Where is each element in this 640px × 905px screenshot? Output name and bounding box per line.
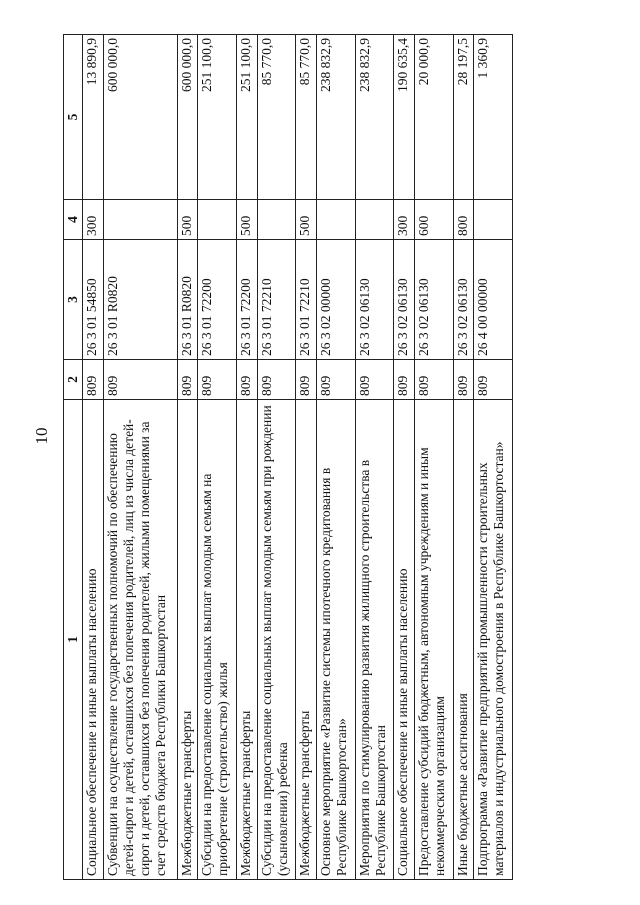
row-ministry-code: 809 [317, 360, 355, 400]
row-name: Межбюджетные трансферты [296, 400, 317, 880]
row-target-code: 26 3 01 72200 [236, 240, 257, 360]
row-name: Предоставление субсидий бюджетным, автономным учреждениям и иным некоммерческим организациям [415, 400, 453, 880]
row-amount: 251 100,0 [236, 35, 257, 200]
row-amount: 13 890,9 [83, 35, 104, 200]
row-ministry-code: 809 [296, 360, 317, 400]
row-amount: 85 770,0 [257, 35, 295, 200]
row-target-code: 26 3 01 72210 [257, 240, 295, 360]
row-target-code: 26 3 01 R0820 [177, 240, 198, 360]
row-ministry-code: 809 [236, 360, 257, 400]
row-target-code: 26 4 00 00000 [474, 240, 513, 360]
row-name: Иные бюджетные ассигнования [453, 400, 474, 880]
row-amount: 238 832,9 [317, 35, 355, 200]
row-expense-kind: 800 [453, 200, 474, 240]
row-amount: 1 360,9 [474, 35, 513, 200]
row-name: Субсидии на предоставление социальных выплат молодым семьям при рождении (усыновлении) ребенка [257, 400, 295, 880]
column-header-2: 2 [64, 360, 83, 400]
column-header-3: 3 [64, 240, 83, 360]
row-name: Межбюджетные трансферты [177, 400, 198, 880]
row-target-code: 26 3 01 72210 [296, 240, 317, 360]
table-row [257, 35, 295, 880]
row-ministry-code: 809 [394, 360, 415, 400]
row-amount: 251 100,0 [198, 35, 236, 200]
table-row [317, 35, 355, 880]
row-expense-kind: 500 [177, 200, 198, 240]
row-expense-kind: 600 [415, 200, 453, 240]
row-ministry-code: 809 [103, 360, 177, 400]
budget-table [63, 34, 513, 880]
table-row [83, 35, 104, 880]
row-expense-kind: 300 [83, 200, 104, 240]
row-name: Социальное обеспечение и иные выплаты населению [83, 400, 104, 880]
row-expense-kind [257, 200, 295, 240]
row-expense-kind: 500 [296, 200, 317, 240]
table-row [453, 35, 474, 880]
table-row [103, 35, 177, 880]
row-target-code: 26 3 02 00000 [317, 240, 355, 360]
row-ministry-code: 809 [198, 360, 236, 400]
row-name: Мероприятия по стимулированию развития жилищного строительства в Республике Башкортостан [355, 400, 393, 880]
row-target-code: 26 3 01 72200 [198, 240, 236, 360]
table-row [236, 35, 257, 880]
row-ministry-code: 809 [83, 360, 104, 400]
row-expense-kind: 500 [236, 200, 257, 240]
row-name: Подпрограмма «Развитие предприятий промышленности строительных материалов и индустриального домостроения в Республике Башкортостан» [474, 400, 513, 880]
table-header-row [64, 35, 83, 880]
row-expense-kind: 300 [394, 200, 415, 240]
table-row [355, 35, 393, 880]
row-expense-kind [355, 200, 393, 240]
row-name: Субсидии на предоставление социальных выплат молодым семьям на приобретение (строительство) жилья [198, 400, 236, 880]
row-ministry-code: 809 [257, 360, 295, 400]
row-ministry-code: 809 [177, 360, 198, 400]
rotated-table-wrapper [63, 35, 513, 880]
row-target-code: 26 3 01 54850 [83, 240, 104, 360]
row-target-code: 26 3 01 R0820 [103, 240, 177, 360]
table-row [198, 35, 236, 880]
table-row [415, 35, 453, 880]
column-header-5: 5 [64, 35, 83, 200]
row-name: Межбюджетные трансферты [236, 400, 257, 880]
row-expense-kind [198, 200, 236, 240]
column-header-1: 1 [64, 400, 83, 880]
row-target-code: 26 3 02 06130 [453, 240, 474, 360]
row-amount: 85 770,0 [296, 35, 317, 200]
row-ministry-code: 809 [453, 360, 474, 400]
row-target-code: 26 3 02 06130 [415, 240, 453, 360]
row-name: Основное мероприятие «Развитие системы ипотечного кредитования в Республике Башкортостан» [317, 400, 355, 880]
page-number: 10 [32, 427, 51, 445]
table-row [394, 35, 415, 880]
table-row [177, 35, 198, 880]
row-expense-kind [317, 200, 355, 240]
row-amount: 600 000,0 [103, 35, 177, 200]
row-name: Субвенции на осуществление государственных полномочий по обеспечению детей-сирот и детей, оставшихся без попечения родителей, лиц из числа детей-сирот и детей, оставшихся без попечения родителей, жилыми помещениями за счет средств бюджета Республики Башкортостан [103, 400, 177, 880]
table-row [296, 35, 317, 880]
row-ministry-code: 809 [415, 360, 453, 400]
row-ministry-code: 809 [474, 360, 513, 400]
table-row [474, 35, 513, 880]
row-amount: 190 635,4 [394, 35, 415, 200]
row-ministry-code: 809 [355, 360, 393, 400]
row-name: Социальное обеспечение и иные выплаты населению [394, 400, 415, 880]
row-amount: 28 197,5 [453, 35, 474, 200]
column-header-4: 4 [64, 200, 83, 240]
row-expense-kind [103, 200, 177, 240]
row-target-code: 26 3 02 06130 [355, 240, 393, 360]
row-target-code: 26 3 02 06130 [394, 240, 415, 360]
row-expense-kind [474, 200, 513, 240]
row-amount: 20 000,0 [415, 35, 453, 200]
row-amount: 238 832,9 [355, 35, 393, 200]
row-amount: 600 000,0 [177, 35, 198, 200]
